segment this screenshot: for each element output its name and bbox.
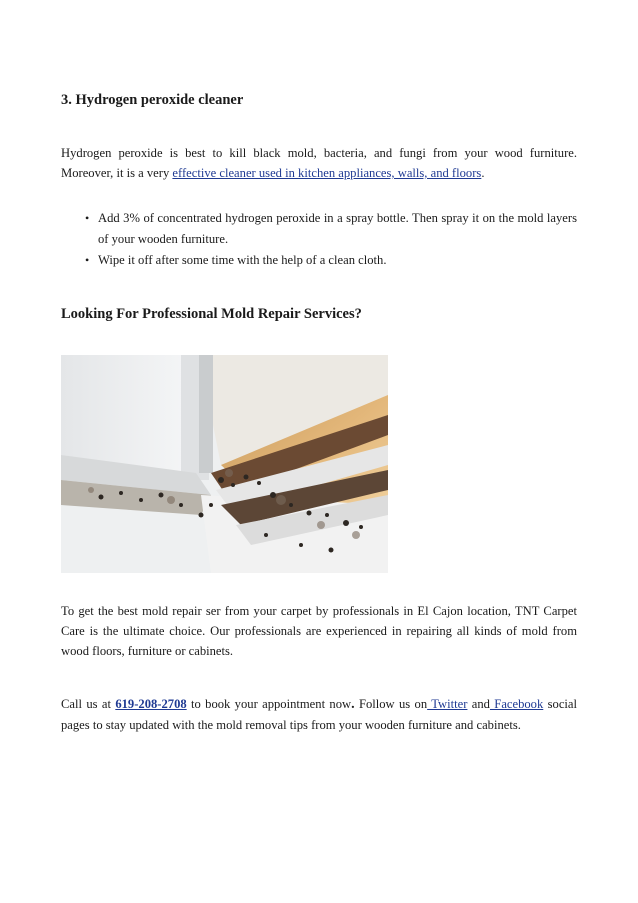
period: . [351, 697, 355, 712]
services-heading: Looking For Professional Mold Repair Services? [61, 306, 362, 322]
intro-end: . [481, 166, 485, 180]
mold-photo [61, 355, 388, 573]
facebook-link[interactable]: Facebook [489, 697, 544, 711]
after-phone-text: to book your appointment now [186, 697, 352, 711]
bullet-text: Wipe it off after some time with the help of a clean cloth. [98, 253, 387, 267]
list-item [85, 208, 577, 250]
twitter-link[interactable]: Twitter [427, 697, 468, 711]
follow-prefix: Follow us on [354, 697, 428, 711]
bullet-text: Add 3% of concentrated hydrogen peroxide in a spray bottle. Then spray it on the mold layers of your wooden furniture. [98, 211, 577, 246]
intro-text: Hydrogen peroxide is best to kill black mold, bacteria, and fungi from your wood furniture. Moreover, it is a very [61, 146, 577, 180]
section-heading: 3. Hydrogen peroxide cleaner [61, 92, 244, 108]
kitchen-cleaner-link[interactable]: effective cleaner used in kitchen appliances, walls, and floors [172, 166, 482, 180]
intro-paragraph [61, 143, 577, 183]
bullet-list [61, 208, 577, 271]
cta-suffix: social pages to stay updated with the mold removal tips from your wooden furniture and cabinets. [61, 697, 577, 732]
and-text: and [467, 697, 490, 711]
call-prefix: Call us at [61, 697, 116, 711]
phone-link[interactable]: 619-208-2708 [115, 697, 187, 711]
list-item [85, 250, 577, 271]
services-paragraph: To get the best mold repair ser from your carpet by professionals in El Cajon location, TNT Carpet Care is the ultimate choice. Our professionals are experienced in repairing all kinds of mold from wood floors, furniture or cabinets. [61, 604, 577, 658]
bullet-icon: • [85, 253, 90, 267]
cta-paragraph [61, 694, 577, 735]
bullet-icon: • [85, 211, 90, 225]
